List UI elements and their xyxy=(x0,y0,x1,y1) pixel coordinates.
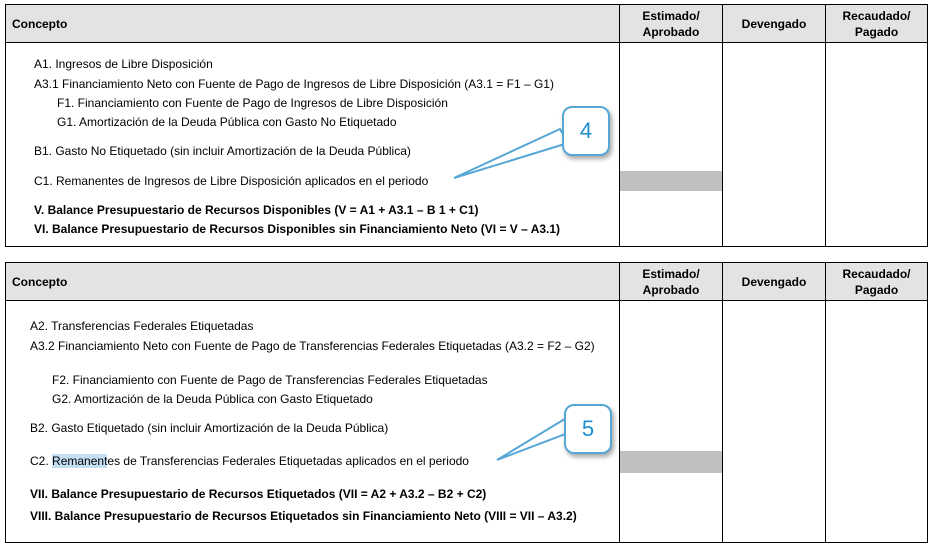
row-b1: B1. Gasto No Etiquetado (sin incluir Amortización de la Deuda Pública) xyxy=(34,144,411,158)
row-a3-1: A3.1 Financiamiento Neto con Fuente de Pago de Ingresos de Libre Disposición (A3.1 = F1 – G1) xyxy=(34,77,554,91)
row-viii: VIII. Balance Presupuestario de Recursos Etiquetados sin Financiamiento Neto (VIII = VII – A3.2) xyxy=(30,509,577,523)
row-f2: F2. Financiamiento con Fuente de Pago de Transferencias Federales Etiquetadas xyxy=(52,373,488,387)
row-g1: G1. Amortización de la Deuda Pública con Gasto No Etiquetado xyxy=(57,115,397,129)
row-c2: C2. Remanentes de Transferencias Federales Etiquetadas aplicados en el periodo xyxy=(30,454,469,468)
header-concepto: Concepto xyxy=(12,16,68,31)
text-selection-highlight: Remanent xyxy=(52,454,108,468)
row-f1: F1. Financiamiento con Fuente de Pago de Ingresos de Libre Disposición xyxy=(57,96,448,110)
balance-table-etiquetados xyxy=(5,262,928,543)
header-recaudado: Recaudado/ Pagado xyxy=(842,8,911,39)
column-divider xyxy=(722,263,723,542)
row-vi: VI. Balance Presupuestario de Recursos Disponibles sin Financiamiento Neto (VI = V – A3.1) xyxy=(34,222,561,236)
row-a3-2: A3.2 Financiamiento Neto con Fuente de Pago de Transferencias Federales Etiquetadas (A3.2 = F2 – G2) xyxy=(30,339,595,353)
header-estimado: Estimado/ Aprobado xyxy=(642,8,700,39)
row-g2: G2. Amortización de la Deuda Pública con Gasto Etiquetado xyxy=(52,392,373,406)
callout-4: 4 xyxy=(562,106,610,156)
callout-5: 5 xyxy=(564,404,612,454)
column-divider xyxy=(619,263,620,542)
header-devengado: Devengado xyxy=(741,274,807,289)
shaded-cell-estimado xyxy=(620,171,722,191)
row-a1: A1. Ingresos de Libre Disposición xyxy=(34,57,213,71)
row-v: V. Balance Presupuestario de Recursos Disponibles (V = A1 + A3.1 – B 1 + C1) xyxy=(34,203,479,217)
header-recaudado: Recaudado/ Pagado xyxy=(842,266,911,297)
row-b2: B2. Gasto Etiquetado (sin incluir Amortización de la Deuda Pública) xyxy=(30,421,389,435)
row-a2: A2. Transferencias Federales Etiquetadas xyxy=(30,319,254,333)
row-c1: C1. Remanentes de Ingresos de Libre Disposición aplicados en el periodo xyxy=(34,174,429,188)
shaded-cell-estimado xyxy=(620,451,722,473)
header-concepto: Concepto xyxy=(12,274,68,289)
header-devengado: Devengado xyxy=(741,16,807,31)
column-divider xyxy=(825,263,826,542)
row-vii: VII. Balance Presupuestario de Recursos Etiquetados (VII = A2 + A3.2 – B2 + C2) xyxy=(30,487,487,501)
header-estimado: Estimado/ Aprobado xyxy=(642,266,700,297)
callout-pointer xyxy=(440,125,580,185)
